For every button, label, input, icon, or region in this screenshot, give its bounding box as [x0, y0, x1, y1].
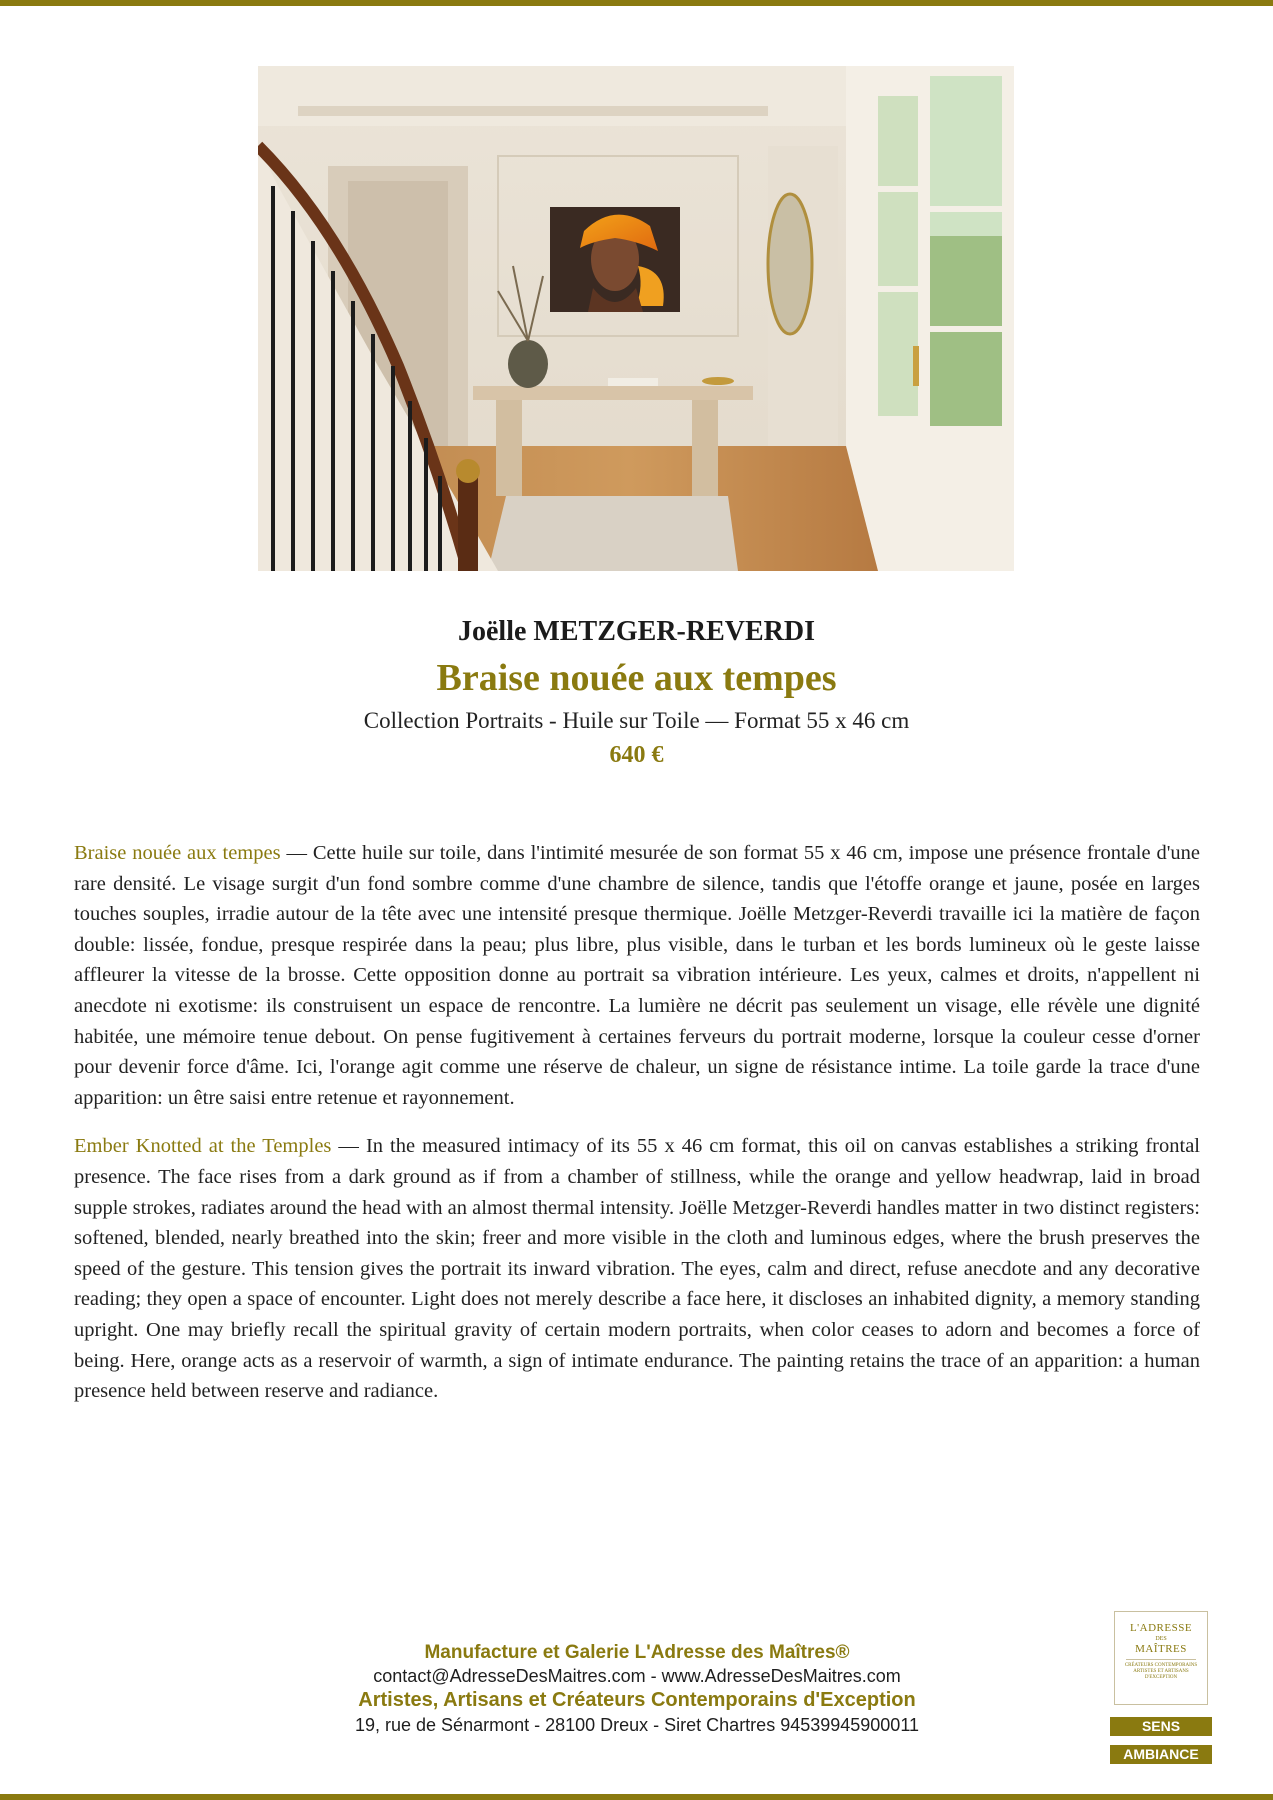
logo-line-3: MAÎTRES: [1135, 1643, 1187, 1655]
top-border: [0, 0, 1273, 6]
description-fr-text: — Cette huile sur toile, dans l'intimité mesurée de son format 55 x 46 cm, impose une présence frontale d'une rare densité. Le visage surgit d'un fond sombre comme d'une chambre de silence, tandis que l'étoffe orange et jaune, posée en larges touches souples, irradie autour de la tête avec une intensité presque thermique. Joëlle Metzger-Reverdi travaille ici la matière de façon double: lissée, fondue, presque respirée dans la peau; plus libre, plus visible, dans le turban et les bords lumineux où le geste laisse affleurer la vitesse de la brosse. Cette opposition donne au portrait sa vibration intérieure. Les yeux, calmes et droits, n'appellent ni anecdote ni exotisme: ils construisent un espace de rencontre. La lumière ne décrit pas seulement un visage, elle révèle une dignité habitée, une mémoire tenue debout. On pense fugitivement à certaines ferveurs du portrait moderne, lorsque la couleur cesse d'orner pour devenir force d'âme. Ici, l'orange agit comme une réserve de chaleur, un signe de résistance intime. La toile garde la trace d'une apparition: un être saisi entre retenue et rayonnement.: [74, 842, 1201, 1109]
artwork-price: 640 €: [609, 742, 664, 768]
bottom-border: [0, 1794, 1273, 1800]
description-en: [74, 1131, 1200, 1406]
tag-ambiance: AMBIANCE: [1110, 1745, 1212, 1764]
description-en-lead: Ember Knotted at the Temples: [74, 1135, 332, 1158]
description-fr: [74, 838, 1200, 1113]
description: [74, 838, 1200, 1425]
logo-line-4: CRÉATEURS CONTEMPORAINS ARTISTES ET ARTISANS D'EXCEPTION: [1124, 1663, 1198, 1680]
footer-company: Manufacture et Galerie L'Adresse des Maîtres®: [424, 1642, 850, 1663]
logo-line-2: DES: [1155, 1636, 1167, 1642]
artwork-subtitle: Collection Portraits - Huile sur Toile — Format 55 x 46 cm: [363, 708, 910, 733]
description-en-text: — In the measured intimacy of its 55 x 46 cm format, this oil on canvas establishes a striking frontal presence. The face rises from a dark ground as if from a chamber of stillness, while the orange and yellow headwrap, laid in broad supple strokes, radiates around the head with an almost thermal intensity. Joëlle Metzger-Reverdi handles matter in two distinct registers: softened, blended, nearly breathed into the skin; freer and more visible in the cloth and luminous edges, where the brush preserves the speed of the gesture. This tension gives the portrait its inward vibration. The eyes, calm and direct, refuse anecdote and any decorative reading; they open a space of encounter. Light does not merely describe a face here, it discloses an inhabited dignity, a memory standing upright. One may briefly recall the spiritual gravity of certain modern portraits, when color ceases to adorn and becomes a force of being. Here, orange acts as a reservoir of warmth, a sign of intimate endurance. The painting retains the trace of an apparition: a human presence held between reserve and radiance.: [74, 1135, 1200, 1403]
description-fr-lead: Braise nouée aux tempes: [74, 842, 281, 864]
logo-divider: [1126, 1659, 1196, 1660]
gallery-logo: [1114, 1611, 1208, 1705]
footer-tagline: Artistes, Artisans et Créateurs Contemporains d'Exception: [358, 1689, 916, 1711]
artist-name: Joëlle METZGER-REVERDI: [458, 616, 815, 647]
tag-sens: SENS: [1110, 1717, 1212, 1736]
footer: [237, 1640, 1037, 1737]
interior-photo: [258, 66, 1014, 571]
footer-address: 19, rue de Sénarmont - 28100 Dreux - Siret Chartres 94539945900011: [354, 1715, 920, 1735]
logo-line-1: L'ADRESSE: [1129, 1622, 1193, 1634]
footer-contact: contact@AdresseDesMaitres.com - www.AdresseDesMaitres.com: [373, 1666, 901, 1686]
artwork-title: Braise nouée aux tempes: [436, 657, 837, 699]
artwork-header: [0, 612, 1273, 772]
